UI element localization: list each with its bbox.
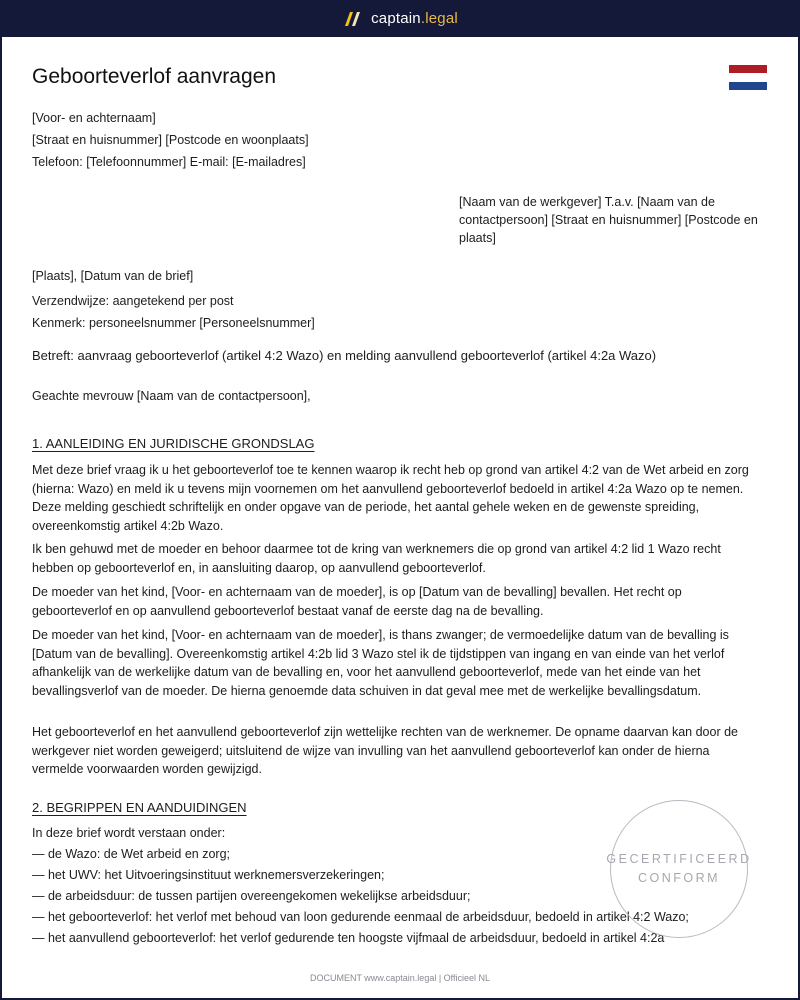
- paragraph: Ik ben gehuwd met de moeder en behoor daarmee tot de kring van werknemers die op grond van artikel 4:2 lid 1 Wazo recht hebben op geboorteverlof en, in aansluiting daarop, op aanvullend geboorteverlof.: [32, 542, 721, 575]
- brand[interactable]: [342, 10, 458, 27]
- section-1-heading: 1. AANLEIDING EN JURIDISCHE GRONDSLAG: [32, 436, 315, 451]
- paragraph: De moeder van het kind, [Voor- en achternaam van de moeder], is op [Datum van de bevalling] bevallen. Het recht op geboorteverlof en op aanvullend geboorteverlof bestaat vanaf de eerste dag na de bevalling.: [32, 585, 682, 618]
- recipient-address: [Naam van de werkgever] T.a.v. [Naam van de contactpersoon] [Straat en huisnummer] [Postcode en plaats]: [459, 195, 758, 245]
- paragraph: Het geboorteverlof en het aanvullend geboorteverlof zijn wettelijke rechten van de werknemer. De opname daarvan kan door de werkgever niet worden geweigerd; uitsluitend de wijze van invulling van het aanvullend geboorteverlof kan onder de hierna vermelde voorwaarden worden gewijzigd.: [32, 725, 738, 776]
- subject-line: Betreft: aanvraag geboorteverlof (artikel 4:2 Wazo) en melding aanvullend geboorteverlof (artikel 4:2a Wazo): [32, 348, 657, 363]
- list-item: — de Wazo: de Wet arbeid en zorg;: [32, 847, 231, 861]
- top-bar: [0, 0, 800, 37]
- place-date: [Plaats], [Datum van de brief]: [32, 269, 194, 283]
- list-item: — de arbeidsduur: de tussen partijen overeengekomen wekelijkse arbeidsduur;: [32, 889, 471, 903]
- certified-stamp: [606, 800, 752, 938]
- sender-contact: Telefoon: [Telefoonnummer] E-mail: [E-mailadres]: [32, 155, 306, 169]
- dutch-flag-icon: [729, 65, 767, 90]
- brand-name: captain.legal: [371, 10, 458, 27]
- paragraph: Met deze brief vraag ik u het geboorteverlof toe te kennen waarop ik recht heb op grond van artikel 4:2 van de Wet arbeid en zorg (hierna: Wazo) en meld ik u tevens mijn voornemen om het aanvullend geboorteverlof bedoeld in artikel 4:2a Wazo op te nemen. Deze melding geschiedt schriftelijk en onder opgave van de periode, het aantal gehele weken en de gewenste spreiding, overeenkomstig artikel 4:2b Wazo.: [32, 463, 749, 533]
- sender-name: [Voor- en achternaam]: [32, 111, 156, 125]
- shipping-method: Verzendwijze: aangetekend per post: [32, 294, 234, 308]
- stamp-line-2: CONFORM: [637, 871, 721, 885]
- flag-stripe-white: [729, 73, 767, 81]
- list-item: — het aanvullend geboorteverlof: het verlof gedurende ten hoogste vijfmaal de arbeidsduur, bedoeld in artikel 4:2a: [32, 931, 665, 945]
- salutation: Geachte mevrouw [Naam van de contactpersoon],: [32, 389, 311, 403]
- paragraph: De moeder van het kind, [Voor- en achternaam van de moeder], is thans zwanger; de vermoedelijke datum van de bevalling is [Datum van de bevalling]. Overeenkomstig artikel 4:2b lid 3 Wazo stel ik de tijdstippen van ingang en van einde van het verlof afhankelijk van de werkelijke datum van de bevalling en, voor het aanvullend geboorteverlof, mede van het einde van het bevallingsverlof van de moeder. De hierna genoemde data schuiven in dat geval mee met de werkelijke bevallingsdatum.: [32, 628, 729, 698]
- page-footer: DOCUMENT www.captain.legal | Officieel NL: [309, 973, 491, 983]
- stamp-line-1: GECERTIFICEERD: [606, 852, 752, 866]
- sender-address: [Straat en huisnummer] [Postcode en woonplaats]: [32, 133, 309, 147]
- captain-legal-logo-icon: [342, 11, 362, 27]
- page-title: Geboorteverlof aanvragen: [32, 65, 276, 88]
- flag-stripe-red: [729, 65, 767, 73]
- definitions-list: [32, 844, 689, 949]
- definitions-intro: In deze brief wordt verstaan onder:: [32, 826, 226, 840]
- reference: Kenmerk: personeelsnummer [Personeelsnummer]: [32, 316, 315, 330]
- section-2-heading: 2. BEGRIPPEN EN AANDUIDINGEN: [32, 800, 247, 815]
- list-item: — het UWV: het Uitvoeringsinstituut werknemersverzekeringen;: [32, 868, 385, 882]
- flag-stripe-blue: [729, 82, 767, 90]
- list-item: — het geboorteverlof: het verlof met behoud van loon gedurende eenmaal de arbeidsduur, bedoeld in artikel 4:2 Wazo;: [32, 910, 689, 924]
